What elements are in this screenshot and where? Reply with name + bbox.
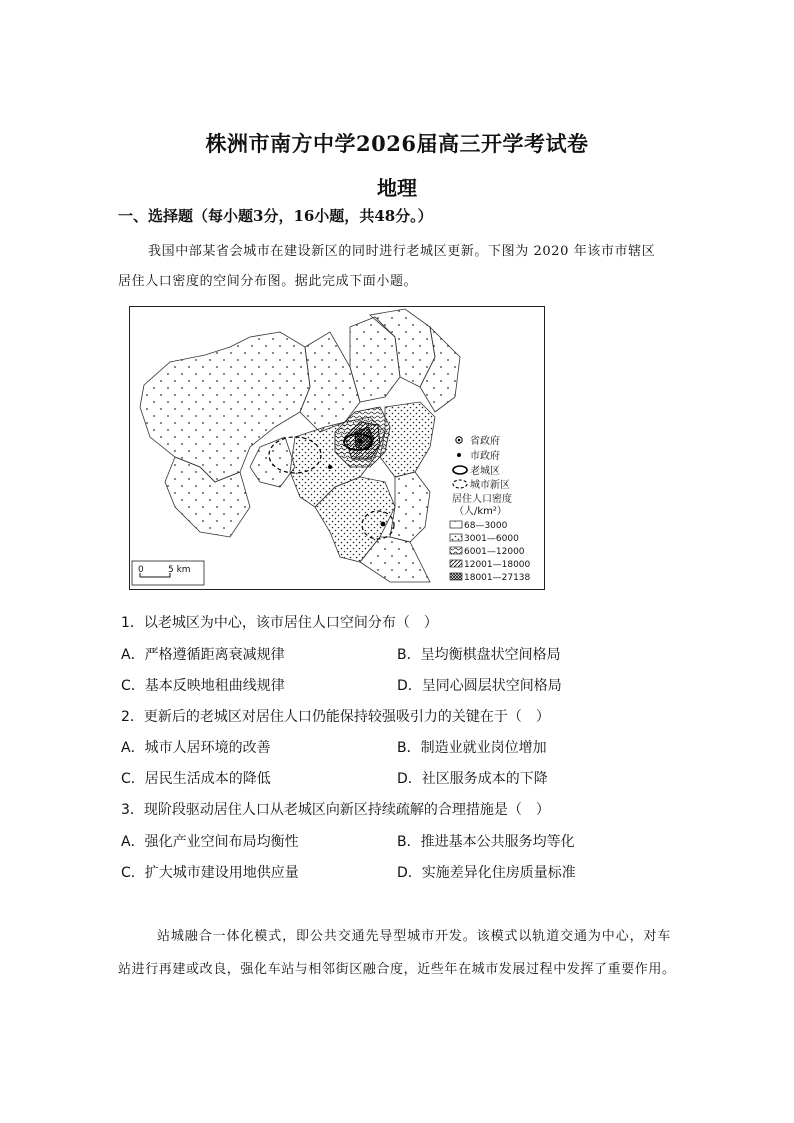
legend-density-title: 居住人口密度 [452,494,512,505]
question-3-option-a[interactable]: A．强化产业空间布局均衡性 [121,834,299,850]
intro-paragraph-line1: 我国中部某省会城市在建设新区的同时进行老城区更新。下图为 2020 年该市市辖区 [148,244,656,259]
province-gov-legend-dot [458,439,461,442]
question-3-option-b[interactable]: B．推进基本公共服务均等化 [397,834,575,850]
question-2-option-b[interactable]: B．制造业就业岗位增加 [397,740,547,756]
scale-zero: 0 [138,565,144,575]
legend-swatch-1 [450,521,462,528]
legend-level-4: 12001—18000 [464,560,531,570]
legend-city-gov: 市政府 [470,451,500,462]
legend-level-1: 68—3000 [464,521,508,531]
district-southeast [390,472,430,542]
section-heading: 一、选择题（每小题3分，16小题，共48分。） [118,207,433,225]
legend-level-5: 18001—27138 [464,573,531,583]
population-density-map [129,306,545,590]
legend-new-district: 城市新区 [470,480,510,491]
question-3-option-c[interactable]: C．扩大城市建设用地供应量 [121,865,299,881]
question-3-option-d[interactable]: D．实施差异化住房质量标准 [397,865,576,881]
question-2-stem: 2．更新后的老城区对居住人口仍能保持较强吸引力的关键在于（ ） [121,709,550,725]
legend-level-2: 3001—6000 [464,534,519,544]
passage-2-line2: 站进行再建或改良，强化车站与相邻街区融合度，近些年在城市发展过程中发挥了重要作用。 [118,962,676,977]
legend-old-district: 老城区 [470,466,500,477]
question-1-option-a[interactable]: A．严格遵循距离衰减规律 [121,647,285,663]
legend-swatch-4 [450,560,462,567]
legend-swatch-5 [450,573,462,580]
passage-2-line1: 站城融合一体化模式，即公共交通先导型城市开发。该模式以轨道交通为中心，对车 [157,929,672,944]
question-2-option-a[interactable]: A．城市人居环境的改善 [121,740,271,756]
map-legend [450,434,531,583]
exam-title: 株洲市南方中学2026届高三开学考试卷 [205,131,589,156]
legend-province-gov: 省政府 [470,436,500,447]
question-1-stem: 1．以老城区为中心，该市居住人口空间分布（ ） [121,615,438,631]
new-district-marker [381,522,386,527]
district-west-inner [250,437,295,487]
question-2-option-d[interactable]: D．社区服务成本的下降 [397,771,548,787]
legend-level-3: 6001—12000 [464,547,525,557]
scale-label: 5 km [168,565,191,575]
question-3-stem: 3．现阶段驱动居住人口从老城区向新区持续疏解的合理措施是（ ） [121,802,550,818]
legend-density-unit: （人/km²） [454,506,507,517]
question-1-option-c[interactable]: C．基本反映地租曲线规律 [121,678,285,694]
province-gov-marker [358,439,363,444]
legend-swatch-3 [450,547,462,554]
legend-swatch-2 [450,534,462,541]
question-1-option-b[interactable]: B．呈均衡棋盘状空间格局 [397,647,561,663]
district-east-ring [380,402,435,477]
question-1-option-d[interactable]: D．呈同心圆层状空间格局 [397,678,562,694]
new-district-legend-icon [453,480,467,488]
question-2-option-c[interactable]: C．居民生活成本的降低 [121,771,271,787]
old-district-legend-icon [453,466,467,474]
subject-title: 地理 [377,176,417,200]
intro-paragraph-line2: 居住人口密度的空间分布图。据此完成下面小题。 [118,274,418,289]
city-gov-legend-icon [457,453,461,457]
city-gov-marker [328,465,332,469]
